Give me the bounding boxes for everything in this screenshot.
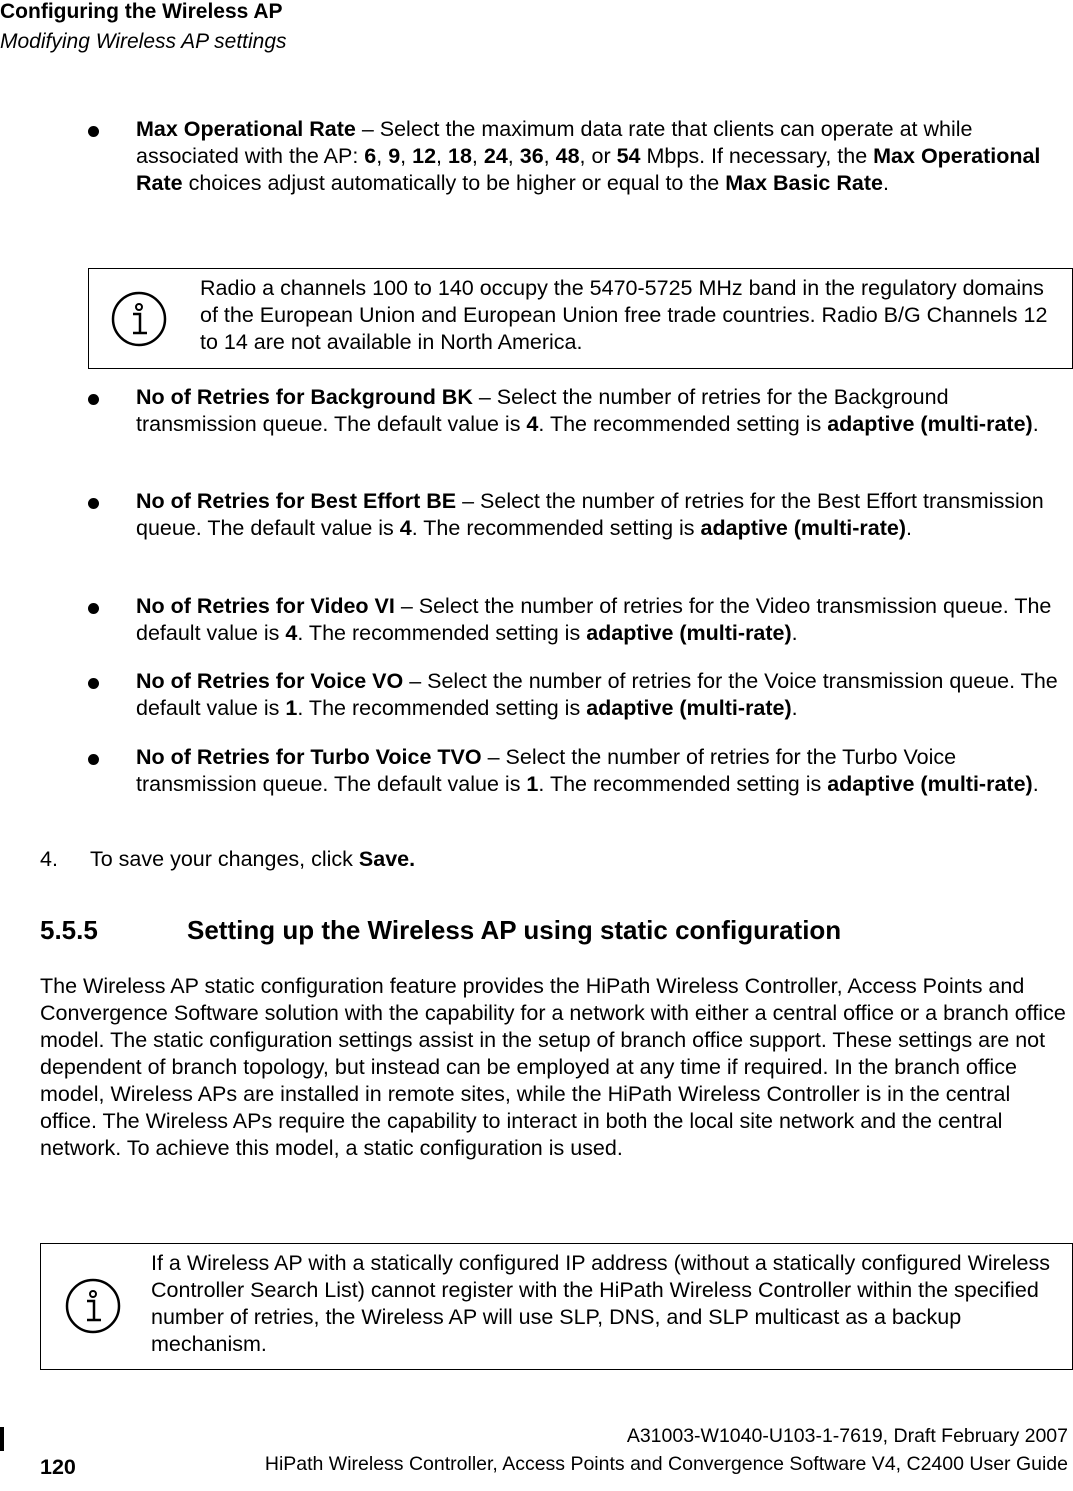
term-label: No of Retries for Video VI bbox=[136, 594, 395, 618]
desc-text: – Select the number of retries for the Voice transmission queue. The default value is bbox=[136, 669, 1058, 720]
bullet-dot-icon bbox=[88, 394, 99, 405]
term-label: No of Retries for Voice VO bbox=[136, 669, 404, 693]
desc-text: . bbox=[1032, 772, 1039, 796]
default-value: 4 bbox=[285, 621, 298, 645]
rate-value: 6 bbox=[364, 144, 377, 168]
bullet-text bbox=[136, 744, 1071, 798]
separator: , or bbox=[579, 144, 617, 168]
recommended-value: adaptive (multi-rate) bbox=[700, 516, 907, 540]
step-text bbox=[90, 846, 415, 873]
section-title: Setting up the Wireless AP using static configuration bbox=[187, 915, 842, 945]
info-icon bbox=[109, 289, 169, 349]
bullet-text bbox=[136, 488, 1071, 542]
desc-text: . bbox=[906, 516, 913, 540]
desc-text: – Select the number of retries for the Video transmission queue. The default value is bbox=[136, 594, 1052, 645]
default-value: 4 bbox=[399, 516, 412, 540]
bullet-text bbox=[136, 116, 1071, 197]
step-instruction: To save your changes, click bbox=[90, 847, 359, 871]
bullet-dot-icon bbox=[88, 603, 99, 614]
desc-text: . bbox=[791, 696, 798, 720]
desc-text: . The recommended setting is bbox=[411, 516, 701, 540]
separator: , bbox=[376, 144, 389, 168]
bullet-dot-icon bbox=[88, 754, 99, 765]
section-number: 5.5.5 bbox=[40, 915, 98, 945]
default-value: 4 bbox=[526, 412, 539, 436]
bullet-dot-icon bbox=[88, 678, 99, 689]
term-reference: Max Basic Rate bbox=[725, 171, 883, 195]
recommended-value: adaptive (multi-rate) bbox=[827, 412, 1033, 436]
desc-text: . The recommended setting is bbox=[297, 696, 587, 720]
desc-text: choices adjust automatically to be higher or equal to the bbox=[182, 171, 726, 195]
default-value: 1 bbox=[526, 772, 539, 796]
rate-value: 9 bbox=[388, 144, 401, 168]
save-action-label: Save. bbox=[358, 847, 416, 871]
separator: , bbox=[436, 144, 448, 168]
desc-text: Mbps. If necessary, the bbox=[640, 144, 874, 168]
term-label: Max Operational Rate bbox=[136, 117, 356, 141]
term-label: No of Retries for Turbo Voice TVO bbox=[136, 745, 482, 769]
term-label: No of Retries for Background BK bbox=[136, 385, 473, 409]
rate-value: 12 bbox=[412, 144, 437, 168]
bullet-text bbox=[136, 593, 1071, 647]
desc-text: . The recommended setting is bbox=[538, 772, 828, 796]
term-label: No of Retries for Best Effort BE bbox=[136, 489, 457, 513]
bullet-dot-icon bbox=[88, 126, 99, 137]
desc-text: . bbox=[791, 621, 798, 645]
rate-value: 18 bbox=[448, 144, 472, 168]
desc-text: . The recommended setting is bbox=[538, 412, 828, 436]
info-note bbox=[88, 268, 1073, 369]
bullet-text bbox=[136, 384, 1071, 438]
separator: , bbox=[543, 144, 556, 168]
rate-value: 24 bbox=[483, 144, 508, 168]
desc-text: – Select the number of retries for the Turbo Voice transmission queue. The default value is bbox=[136, 745, 957, 796]
recommended-value: adaptive (multi-rate) bbox=[586, 696, 792, 720]
info-note bbox=[40, 1243, 1073, 1370]
desc-text: – Select the number of retries for the Background transmission queue. The default value is bbox=[136, 385, 949, 436]
term-label: Max Operational Rate bbox=[136, 144, 1041, 195]
desc-text: . bbox=[882, 171, 889, 195]
rate-value: 54 bbox=[616, 144, 641, 168]
note-text: If a Wireless AP with a statically configured IP address (without a statically configured Wireless Controller Search List) cannot register with the HiPath Wireless Controller within the specified number of retries, the Wireless AP will use SLP, DNS, and SLP multicast as a backup mechanism. bbox=[151, 1251, 1051, 1356]
separator: , bbox=[507, 144, 520, 168]
bullet-text bbox=[136, 668, 1071, 722]
change-bar bbox=[0, 1427, 4, 1451]
bullet-dot-icon bbox=[88, 498, 99, 509]
separator: , bbox=[400, 144, 413, 168]
guide-title: HiPath Wireless Controller, Access Points and Convergence Software V4, C2400 User Guide bbox=[264, 1453, 1068, 1475]
section-paragraph: The Wireless AP static configuration feature provides the HiPath Wireless Controller, Access Points and Convergence Software solution with the capability for a network with either a central office or a branch office model. The static configuration settings assist in the setup of branch office support. These settings are not dependent of branch topology, but instead can be employed at any time if required. In the branch office model, Wireless APs are installed in remote sites, while the HiPath Wireless Controller is in the central office. The Wireless APs require the capability to interact in both the local site network and the central network. To achieve this model, a static configuration is used. bbox=[40, 974, 1066, 1160]
default-value: 1 bbox=[285, 696, 298, 720]
recommended-value: adaptive (multi-rate) bbox=[827, 772, 1033, 796]
document-id: A31003-W1040-U103-1-7619, Draft February 2007 bbox=[626, 1425, 1068, 1447]
rate-value: 48 bbox=[555, 144, 580, 168]
desc-text: . The recommended setting is bbox=[297, 621, 587, 645]
desc-text: – Select the number of retries for the Best Effort transmission queue. The default value is bbox=[136, 489, 1044, 540]
page-header-title: Configuring the Wireless AP bbox=[0, 0, 283, 23]
info-icon bbox=[63, 1276, 123, 1336]
recommended-value: adaptive (multi-rate) bbox=[586, 621, 792, 645]
page-number: 120 bbox=[40, 1455, 76, 1479]
note-text: Radio a channels 100 to 140 occupy the 5470-5725 MHz band in the regulatory domains of the European Union and European Union free trade countries. Radio B/G Channels 12 to 14 are not available in North America. bbox=[200, 276, 1048, 354]
separator: , bbox=[471, 144, 484, 168]
rate-value: 36 bbox=[519, 144, 544, 168]
step-number: 4. bbox=[40, 847, 58, 871]
desc-text: . bbox=[1032, 412, 1039, 436]
desc-text: – Select the maximum data rate that clients can operate at while associated with the AP: bbox=[136, 117, 973, 168]
page-header-subtitle: Modifying Wireless AP settings bbox=[0, 30, 287, 53]
